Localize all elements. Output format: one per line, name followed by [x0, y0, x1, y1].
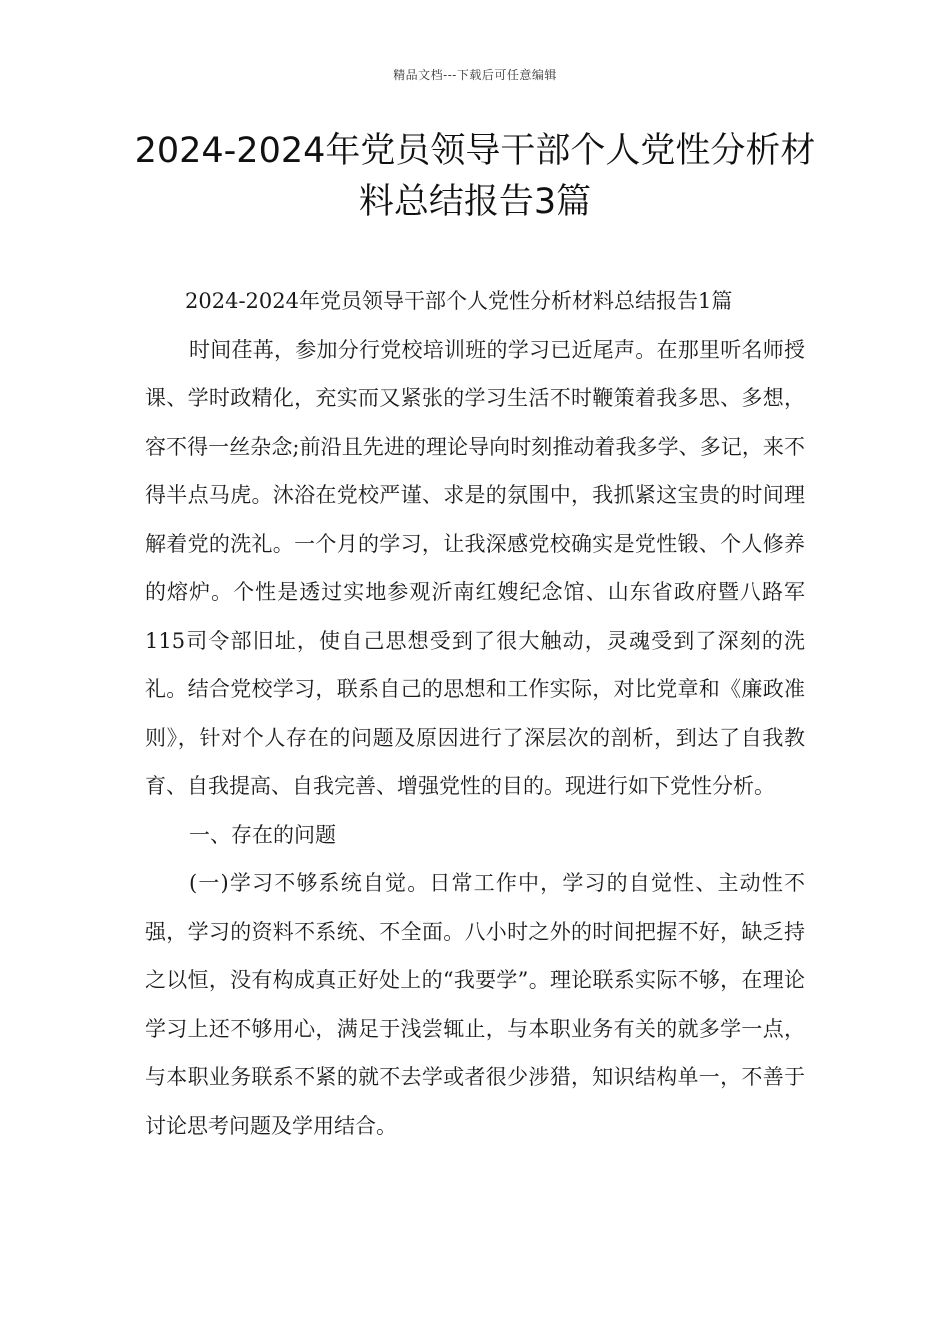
- header-note: 精品文档---下载后可任意编辑: [393, 68, 557, 82]
- document-title: 2024-2024年党员领导干部个人党性分析材料总结报告3篇: [134, 131, 816, 222]
- paragraph-intro: 时间荏苒，参加分行党校培训班的学习已近尾声。在那里听名师授课、学时政精化，充实而又紧张的学习生活不时鞭策着我多思、多想，容不得一丝杂念;前沿且先进的理论导向时刻推动着我多学、多记，来不得半点马虎。沐浴在党校严谨、求是的氛围中，我抓紧这宝贵的时间理解着党的洗礼。一个月的学习，让我深感党校确实是党性锻、个人修养的熔炉。个性是透过实地参观沂南红嫂纪念馆、山东省政府暨八路军115司令部旧址，使自己思想受到了很大触动，灵魂受到了深刻的洗礼。结合党校学习，联系自己的思想和工作实际，对比党章和《廉政准则》，针对个人存在的问题及原因进行了深层次的剖析，到达了自我教育、自我提高、自我完善、增强党性的目的。现进行如下党性分析。: [145, 337, 805, 798]
- document-body: [145, 277, 805, 1150]
- section-heading-problems: 一、存在的问题: [189, 822, 336, 847]
- section-subtitle: 2024-2024年党员领导干部个人党性分析材料总结报告1篇: [185, 289, 733, 313]
- paragraph-problem-1: (一)学习不够系统自觉。日常工作中，学习的自觉性、主动性不强，学习的资料不系统、不全面。八小时之外的时间把握不好，缺乏持之以恒，没有构成真正好处上的“我要学”。理论联系实际不够，在理论学习上还不够用心，满足于浅尝辄止，与本职业务有关的就多学一点，与本职业务联系不紧的就不去学或者很少涉猎，知识结构单一，不善于讨论思考问题及学用结合。: [145, 871, 805, 1138]
